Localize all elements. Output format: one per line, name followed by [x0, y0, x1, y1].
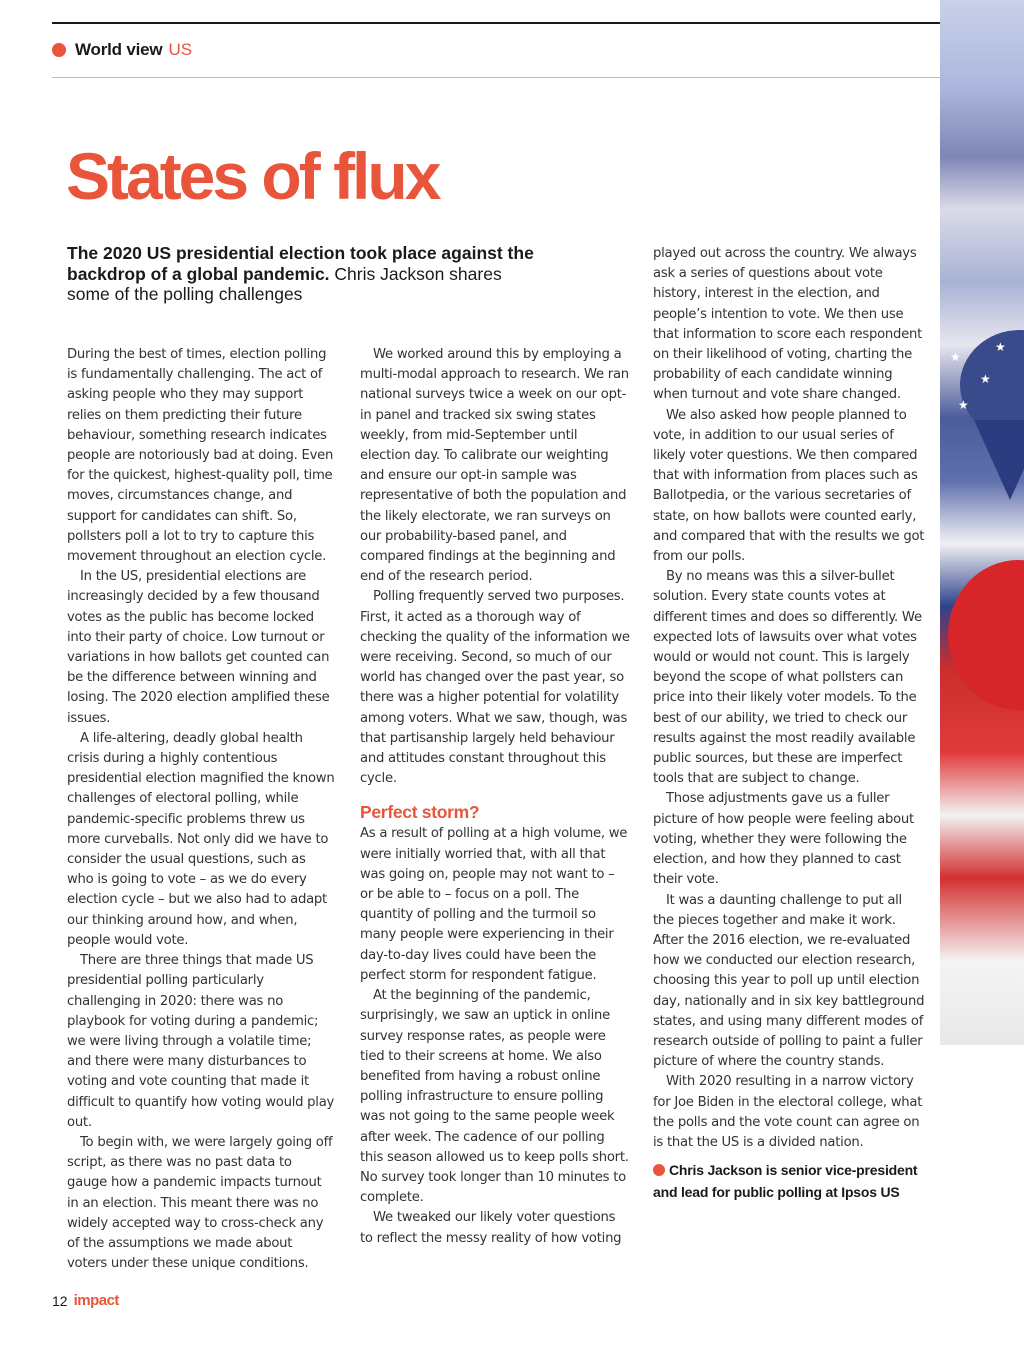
headline: States of flux	[66, 139, 439, 213]
author-bullet-icon	[653, 1164, 665, 1176]
standfirst-byline: Chris Jackson shares some of the polling challenges	[67, 263, 502, 304]
top-rule	[52, 22, 940, 24]
star-icon: ★	[950, 350, 961, 364]
standfirst-lead: The 2020 US presidential election took place against the backdrop of a global pandemic.	[67, 243, 534, 284]
photo-shape	[974, 420, 1024, 500]
article-column-3	[653, 244, 925, 1203]
author-bio-text: Chris Jackson is senior vice-president and lead for public polling at Ipsos US	[653, 1162, 918, 1201]
section-name: World view	[75, 40, 163, 59]
paragraph: played out across the country. We always ask a series of questions about vote history, interest in the election, and people’s intention to vote. We then use that information to score each respondent on their likelihood of voting, charting the probability of each candidate winning when turnout and vote share changed.	[653, 246, 923, 403]
paragraph: During the best of times, election polling is fundamentally challenging. The act of asking people who they may support relies on them predicting their future behaviour, something research indicates people are notoriously bad at doing. Even for the quickest, highest-quality poll, time moves, circumstances change, and support for candidates can shift. So, pollsters poll a lot to try to capture this movement throughout an election cycle.	[67, 347, 334, 565]
photo-red-area	[948, 560, 1024, 710]
paragraph: We also asked how people planned to vote, in addition to our usual series of likely voter questions. We then compared that with information from places such as Ballotpedia, or the various secretaries of state, on how ballots were counted early, and compared that with the results we got from our polls.	[653, 407, 925, 565]
page-number: 12	[52, 1292, 68, 1309]
paragraph: At the beginning of the pandemic, surprisingly, we saw an uptick in online survey response rates, as people were tied to their screens at home. We also benefited from having a robust online polling infrastructure to ensure polling was not going to the same people week after week. The cadence of our polling this season allowed us to keep polls short. No survey took longer than 10 minutes to complete.	[360, 988, 629, 1206]
paragraph: We tweaked our likely voter questions to reflect the messy reality of how voting	[360, 1210, 622, 1246]
paragraph: We worked around this by employing a multi-modal approach to research. We ran national surveys twice a week on our opt-in panel and tracked six swing states weekly, from mid-September until election day. To calibrate our weighting and ensure our opt-in sample was representative of both the population and the likely electorate, we ran surveys on our probability-based panel, and compared findings at the beginning and end of the research period.	[360, 347, 629, 585]
paragraph: By no means was this a silver-bullet solution. Every state counts votes at different times and does so differently. We expected lots of lawsuits over what votes would or would not count. This is largely beyond the scope of what pollsters can price into their likely voter models. To the best of our ability, we tried to check our results against the most readily available public sources, but these are imperfect tools that are subject to change.	[653, 569, 922, 787]
star-icon: ★	[980, 372, 991, 386]
flag-photo	[940, 0, 1024, 1045]
section-tag	[52, 40, 192, 60]
header-rule	[52, 77, 940, 78]
paragraph: To begin with, we were largely going off script, as there was no past data to gauge how a pandemic impacts turnout in an election. This meant there was no widely accepted way to cross-check any of the assumptions we made about voters under these unique conditions.	[67, 1134, 333, 1272]
brand-logo: impact	[73, 1292, 119, 1309]
section-bullet-icon	[52, 43, 66, 57]
paragraph: It was a daunting challenge to put all the pieces together and make it work. After the 2016 election, we re-evaluated how we conducted our election research, choosing this year to poll up until election day, nationally and in six key battleground states, and using many different modes of research outside of polling to paint a fuller picture of where the country stands.	[653, 892, 925, 1070]
article-column-1	[67, 345, 335, 1274]
paragraph: There are three things that made US presidential polling particularly challenging in 2020: there was no playbook for voting during a pandemic; we were living through a volatile time; and there were many disturbances to voting and vote counting that made it difficult to quantify how voting would play out.	[67, 953, 335, 1130]
star-icon: ★	[995, 340, 1006, 354]
article-column-2	[360, 345, 630, 1249]
subheading: Perfect storm?	[360, 802, 480, 823]
author-bio	[653, 1159, 925, 1203]
paragraph: Polling frequently served two purposes. First, it acted as a thorough way of checking the quality of the information we were receiving. Second, so much of our world has changed over the past year, so there was a higher potential for volatility among voters. What we saw, though, was that partisanship largely held behaviour and attitudes constant throughout this cycle.	[360, 589, 630, 787]
paragraph: Those adjustments gave us a fuller picture of how people were feeling about voting, whether they were following the election, and how they planned to cast their vote.	[653, 791, 914, 888]
paragraph: With 2020 resulting in a narrow victory for Joe Biden in the electoral college, what the polls and the vote count can agree on is that the US is a divided nation.	[653, 1074, 923, 1150]
standfirst	[67, 243, 537, 305]
page-footer	[52, 1292, 119, 1309]
paragraph: In the US, presidential elections are increasingly decided by a few thousand votes as the public has become locked into their party of choice. Low turnout or variations in how ballots get counted can be the difference between winning and losing. The 2020 election amplified these issues.	[67, 569, 330, 726]
paragraph: A life-altering, deadly global health crisis during a highly contentious presidential election magnified the known challenges of electoral polling, while pandemic-specific problems threw us more curveballs. Not only did we have to consider the usual questions, such as who is going to vote – as we do every election cycle – but we also had to adapt our thinking around how, and when, people would vote.	[67, 730, 335, 948]
section-subsection: US	[168, 40, 193, 59]
star-icon: ★	[958, 398, 969, 412]
paragraph: As a result of polling at a high volume, we were initially worried that, with all that was going on, people may not want to – or be able to – focus on a poll. The quantity of polling and the turmoil so many people were experiencing in their day-to-day lives could have been the perfect storm for respondent fatigue.	[360, 826, 628, 983]
